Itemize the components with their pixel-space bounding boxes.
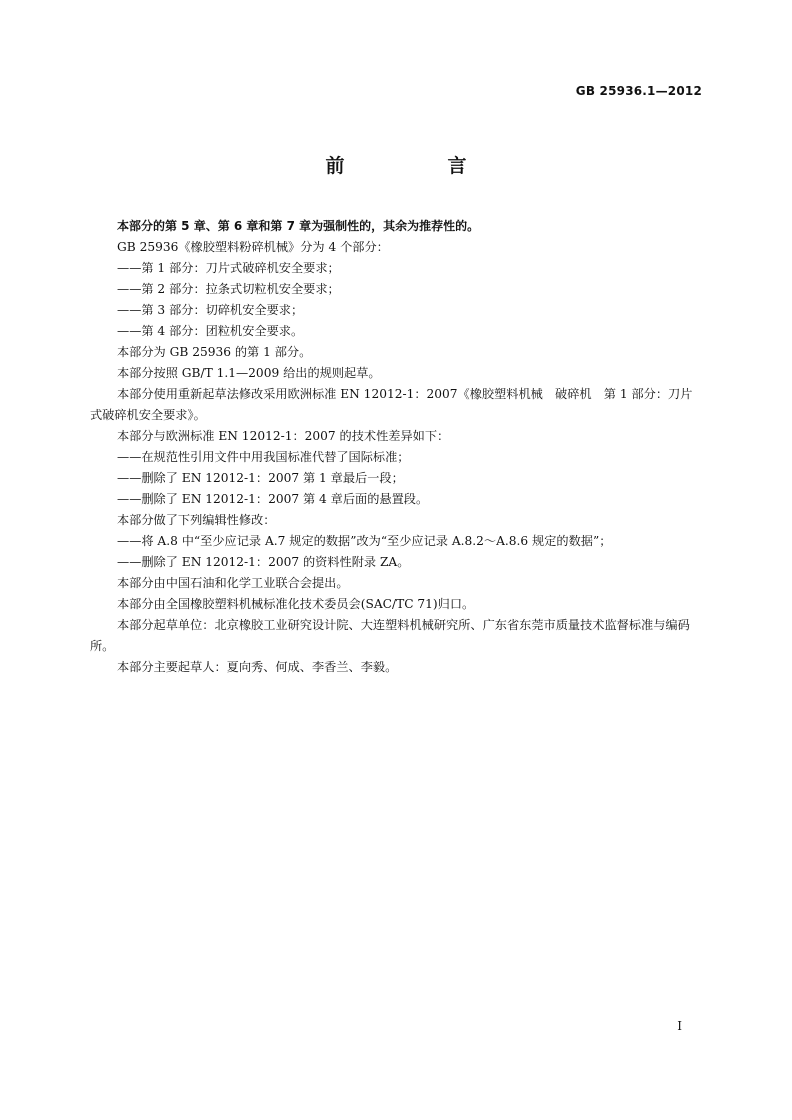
- standard-number: GB 25936.1—2012: [575, 84, 702, 98]
- list-item-part-4: ——第 4 部分：团粒机安全要求。: [117, 324, 304, 338]
- paragraph-adoption: 本部分使用重新起草法修改采用欧洲标准 EN 12012-1：2007《橡胶塑料机械 破碎机 第 1 部分：刀片式破碎机安全要求》。: [90, 387, 693, 422]
- list-item-part-1: ——第 1 部分：刀片式破碎机安全要求；: [117, 261, 340, 275]
- paragraph-this-part: 本部分为 GB 25936 的第 1 部分。: [117, 345, 312, 359]
- paragraph-technical-differences: 本部分与欧洲标准 EN 12012-1：2007 的技术性差异如下：: [117, 429, 450, 443]
- paragraph-drafting-rules: 本部分按照 GB/T 1.1—2009 给出的规则起草。: [117, 366, 381, 380]
- list-item-difference-3: ——删除了 EN 12012-1：2007 第 4 章后面的悬置段。: [117, 492, 429, 506]
- paragraph-mandatory-clauses: 本部分的第 5 章、第 6 章和第 7 章为强制性的，其余为推荐性的。: [117, 219, 480, 233]
- foreword-body: [90, 216, 704, 678]
- list-item-difference-2: ——删除了 EN 12012-1：2007 第 1 章最后一段；: [117, 471, 404, 485]
- list-item-editorial-1: ——将 A.8 中“至少应记录 A.7 规定的数据”改为“至少应记录 A.8.2～A.8.6 规定的数据”；: [117, 534, 612, 548]
- paragraph-parts-intro: GB 25936《橡胶塑料粉碎机械》分为 4 个部分：: [117, 240, 389, 254]
- list-item-editorial-2: ——删除了 EN 12012-1：2007 的资料性附录 ZA。: [117, 555, 410, 569]
- paragraph-editorial-changes: 本部分做了下列编辑性修改：: [117, 513, 276, 527]
- page-title: 前 言: [325, 155, 509, 177]
- paragraph-proposed-by: 本部分由中国石油和化学工业联合会提出。: [117, 576, 349, 590]
- list-item-difference-1: ——在规范性引用文件中用我国标准代替了国际标准；: [117, 450, 410, 464]
- paragraph-under-jurisdiction: 本部分由全国橡胶塑料机械标准化技术委员会(SAC/TC 71)归口。: [117, 597, 475, 611]
- page-number: I: [677, 1019, 682, 1033]
- paragraph-drafting-organizations: 本部分起草单位：北京橡胶工业研究设计院、大连塑料机械研究所、广东省东莞市质量技术监督标准与编码所。: [90, 618, 690, 653]
- paragraph-main-drafters: 本部分主要起草人：夏向秀、何成、李香兰、李毅。: [117, 660, 398, 674]
- list-item-part-2: ——第 2 部分：拉条式切粒机安全要求；: [117, 282, 340, 296]
- list-item-part-3: ——第 3 部分：切碎机安全要求；: [117, 303, 304, 317]
